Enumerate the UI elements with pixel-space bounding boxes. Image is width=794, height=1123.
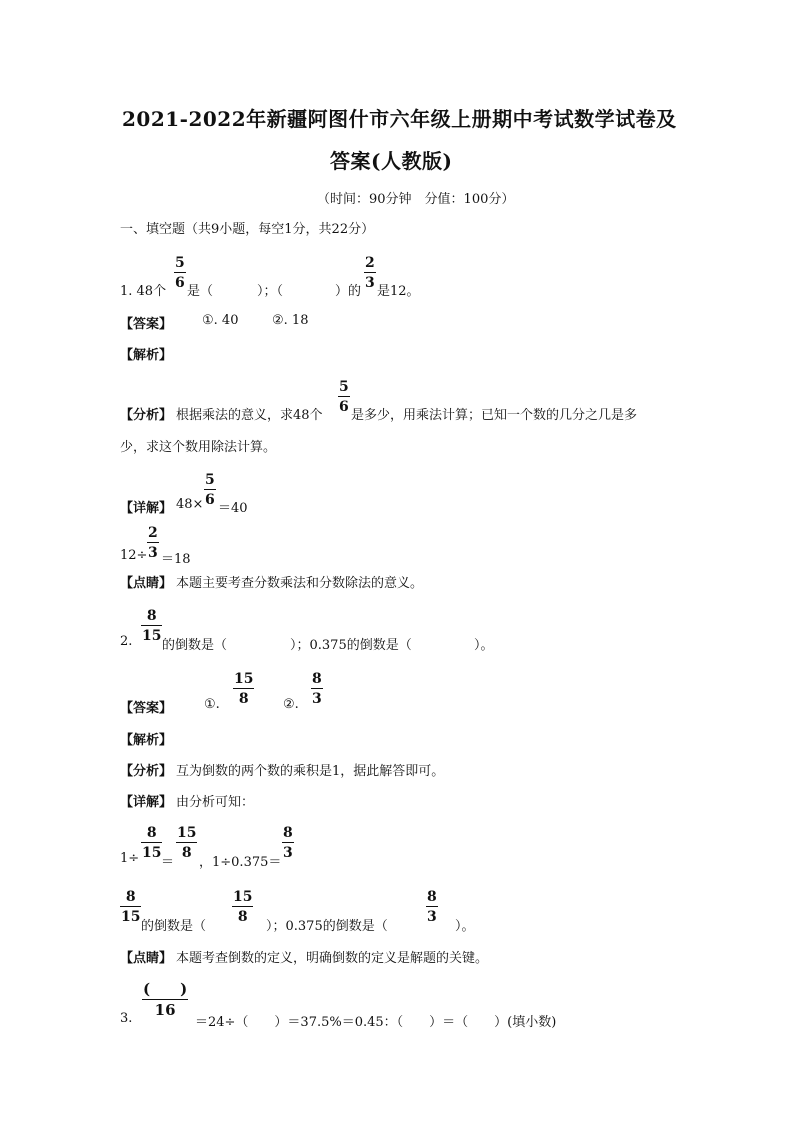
numerator: 8 bbox=[427, 889, 437, 905]
q3-fraction-blank-16 bbox=[142, 982, 188, 1018]
q2-detail-text: 由分析可知： bbox=[176, 795, 255, 810]
q2-detail-label: 【详解】 bbox=[120, 795, 173, 810]
denominator: 3 bbox=[365, 275, 375, 291]
numerator: 8 bbox=[283, 825, 293, 841]
q1-text-b: 是（ bbox=[187, 284, 214, 299]
q1-fraction-5-6 bbox=[174, 256, 186, 290]
q2-answer-2: ②. bbox=[283, 697, 299, 712]
numerator: 5 bbox=[205, 472, 215, 488]
q2-res-fraction-8-3 bbox=[426, 890, 438, 924]
q2-fenxi-label: 【分析】 bbox=[120, 764, 173, 779]
q2-dianjing-text: 本题考查倒数的定义，明确倒数的定义是解题的关键。 bbox=[176, 951, 489, 966]
denominator: 6 bbox=[339, 399, 349, 415]
numerator: 8 bbox=[146, 608, 157, 624]
numerator: 8 bbox=[146, 825, 157, 841]
q2-res-b: ）；0.375的倒数是（ bbox=[266, 919, 388, 934]
denominator: 6 bbox=[175, 275, 185, 291]
q2-res-a: 的倒数是（ bbox=[141, 919, 207, 934]
q1-text-c: ）；（ bbox=[257, 284, 284, 299]
q1-detail-label: 【详解】 bbox=[120, 501, 173, 516]
denominator: 15 bbox=[142, 628, 162, 644]
numerator: 15 bbox=[234, 671, 254, 687]
numerator: 15 bbox=[177, 825, 197, 841]
q2-answer-label: 【答案】 bbox=[120, 701, 173, 716]
numerator: 5 bbox=[175, 255, 185, 271]
q1-dianjing-label: 【点睛】 bbox=[120, 576, 173, 591]
q2-eq-fraction-8-15 bbox=[141, 826, 162, 860]
q2-eq-c: ，1÷0.375＝ bbox=[199, 855, 282, 870]
q1-calc2-b: ＝18 bbox=[161, 552, 191, 567]
q1-fenxi-label: 【分析】 bbox=[120, 408, 173, 423]
q1-text-e: 是12。 bbox=[377, 284, 420, 299]
denominator: 6 bbox=[205, 492, 215, 508]
q3-number: 3. bbox=[120, 1011, 133, 1026]
q1-calc2-a: 12÷ bbox=[120, 548, 148, 563]
q2-text-a: 的倒数是（ bbox=[162, 638, 228, 653]
q2-text-b: ）；0.375的倒数是（ bbox=[290, 638, 412, 653]
q2-text-c: ）。 bbox=[474, 638, 494, 653]
denominator: 8 bbox=[237, 909, 248, 925]
q1-fraction-2-3 bbox=[364, 256, 376, 290]
q1-answer-1: ①. 40 bbox=[202, 313, 239, 328]
q2-res-c: ）。 bbox=[455, 919, 475, 934]
q1-fenxi-fraction bbox=[338, 380, 350, 414]
numerator: 2 bbox=[365, 255, 375, 271]
q1-answer-label: 【答案】 bbox=[120, 317, 173, 332]
q2-dianjing-label: 【点睛】 bbox=[120, 951, 173, 966]
q1-calc1-fraction bbox=[204, 473, 216, 507]
denominator: 3 bbox=[427, 909, 437, 925]
numerator: 15 bbox=[233, 889, 253, 905]
denominator: 15 bbox=[121, 909, 141, 925]
q1-dianjing-text: 本题主要考查分数乘法和分数除法的意义。 bbox=[176, 576, 424, 591]
q2-eq-fraction-15-8 bbox=[176, 826, 197, 860]
q2-eq-a: 1÷ bbox=[120, 851, 140, 866]
q1-calc2-fraction bbox=[147, 526, 159, 560]
q1-fenxi-text-c: 少，求这个数用除法计算。 bbox=[120, 440, 277, 455]
denominator: 3 bbox=[148, 545, 158, 561]
page-title-line2: 答案(人教版) bbox=[330, 149, 453, 173]
q2-eq-fraction-8-3 bbox=[282, 826, 294, 860]
q3-text: ＝24÷（ ）＝37.5%＝0.45：（ ）＝（ ）(填小数) bbox=[195, 1015, 557, 1030]
numerator: 8 bbox=[312, 671, 322, 687]
q2-fraction-8-15 bbox=[141, 609, 162, 643]
q2-number: 2. bbox=[120, 634, 133, 649]
q1-answer-2: ②. 18 bbox=[272, 313, 309, 328]
q1-text-d: ）的 bbox=[335, 284, 362, 299]
denominator: 3 bbox=[312, 691, 322, 707]
q2-res-fraction-8-15 bbox=[120, 890, 141, 924]
numerator: 8 bbox=[125, 889, 136, 905]
q1-analysis-label: 【解析】 bbox=[120, 348, 173, 363]
q1-fenxi-text-a: 根据乘法的意义，求48个 bbox=[176, 408, 323, 423]
denominator: 3 bbox=[283, 845, 293, 861]
numerator: 2 bbox=[148, 525, 158, 541]
denominator: 16 bbox=[154, 1001, 176, 1019]
q2-answer-fraction-15-8 bbox=[233, 672, 254, 706]
denominator: 8 bbox=[181, 845, 192, 861]
denominator: 15 bbox=[142, 845, 162, 861]
q1-fenxi-text-b: 是多少，用乘法计算；已知一个数的几分之几是多 bbox=[351, 408, 638, 423]
exam-info: （时间：90分钟 分值：100分） bbox=[317, 192, 515, 207]
q2-eq-b: ＝ bbox=[161, 855, 175, 870]
numerator-blank: ( ) bbox=[143, 980, 188, 998]
page-title-line1: 2021-2022年新疆阿图什市六年级上册期中考试数学试卷及 bbox=[122, 107, 677, 131]
q2-res-fraction-15-8 bbox=[232, 890, 253, 924]
q2-answer-1: ①. bbox=[204, 697, 220, 712]
q2-answer-fraction-8-3 bbox=[311, 672, 323, 706]
numerator: 5 bbox=[339, 379, 349, 395]
q1-calc1-a: 48× bbox=[176, 497, 204, 512]
q1-text-a: 1. 48个 bbox=[120, 284, 167, 299]
q2-fenxi-text: 互为倒数的两个数的乘积是1，据此解答即可。 bbox=[176, 764, 445, 779]
denominator: 8 bbox=[238, 691, 249, 707]
q1-calc1-b: ＝40 bbox=[218, 501, 248, 516]
q2-analysis-label: 【解析】 bbox=[120, 733, 173, 748]
section-heading: 一、填空题（共9小题，每空1分，共22分） bbox=[120, 222, 375, 237]
